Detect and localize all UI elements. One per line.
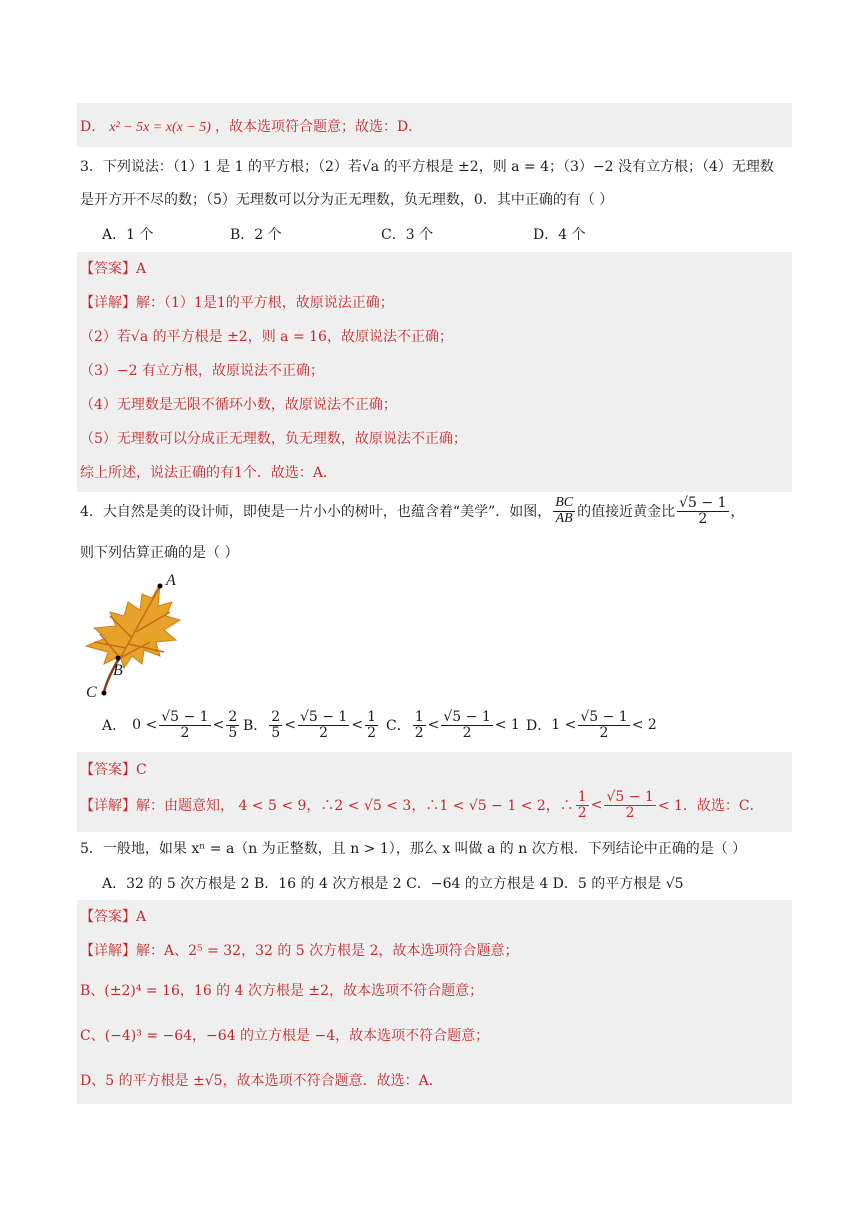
q3-answer: 【答案】A (80, 261, 147, 277)
point-a-dot (158, 584, 163, 589)
q3-detail-5: （5）无理数可以分成正无理数，负无理数，故原说法不正确； (80, 431, 467, 447)
q4-detail: 【详解】解：由题意知， 4 < 5 < 9，∴2 < √5 < 3，∴1 < √5 − 1 < 2，∴ $\frac{1}{2}$ < $\frac{√5 - 1}{2}$ < 1．故选：C． (80, 789, 764, 821)
prev-option-d: D． x² − 5x = x(x − 5) ，故本选项符合题意；故选：D． (80, 119, 423, 135)
q5-stem: 5．一般地，如果 xⁿ = a（n 为正整数，且 n > 1），那么 x 叫做 a 的 n 次方根．下列结论中正确的是（ ） (80, 841, 747, 857)
q4-stem-line2: 则下列估算正确的是（ ） (80, 545, 239, 561)
q4-answer: 【答案】C (80, 762, 147, 778)
q3-detail-6: 综上所述，说法正确的有1个．故选：A． (80, 465, 338, 481)
q3-detail-4: （4）无理数是无限不循环小数，故原说法不正确； (80, 397, 397, 413)
q3-stem-line2: 是开方开不尽的数；（5）无理数可以分为正无理数，负无理数，0．其中正确的有（ ） (80, 192, 614, 208)
point-b-dot (116, 656, 121, 661)
golden-ratio: $\frac{√5 - 1}{2}$ (679, 495, 727, 527)
point-a-label: A (166, 572, 176, 589)
q4-option-b: B． $\frac{2}{5}$ < $\frac{√5 - 1}{2}$ < $\frac{1}{2}$ (243, 709, 376, 741)
maple-leaf-figure (80, 572, 190, 702)
q4-option-d: D． 1 < $\frac{√5 - 1}{2}$ < 2 (526, 709, 657, 741)
q5-detail-2: B、(±2)⁴ = 16，16 的 4 次方根是 ±2，故本选项不符合题意； (80, 983, 484, 999)
ratio-bc-ab: $\frac{BC}{AB}$ (555, 495, 574, 526)
q5-options: A．32 的 5 次方根是 2 B．16 的 4 次方根是 2 C．−64 的立方根是 4 D．5 的平方根是 √5 (102, 876, 684, 892)
q5-detail-3: C、(−4)³ = −64，−64 的立方根是 −4，故本选项不符合题意； (80, 1028, 490, 1044)
q4-stem-line1: 4．大自然是美的设计师，即使是一片小小的树叶，也蕴含着“美学”．如图， $\frac{BC}{AB}$ 的值接近黄金比 $\frac{√5 - 1}{2}$ ， (80, 495, 745, 527)
q3-detail-2: （2）若√a 的平方根是 ±2，则 a = 16，故原说法不正确； (80, 329, 453, 345)
q3-option-a: A．1 个 (102, 227, 154, 243)
q5-detail-1: 【详解】解：A、2⁵ = 32，32 的 5 次方根是 2，故本选项符合题意； (80, 943, 519, 959)
point-c-dot (102, 691, 107, 696)
q3-option-b: B．2 个 (230, 227, 282, 243)
q4-option-a: A． 0 < $\frac{√5 - 1}{2}$ < $\frac{2}{5}$ (102, 709, 238, 741)
q3-option-d: D．4 个 (533, 227, 586, 243)
point-c-label: C (86, 684, 97, 701)
q3-detail-1: 【详解】解：（1）1是1的平方根，故原说法正确； (80, 295, 394, 311)
q5-detail-4: D、5 的平方根是 ±√5，故本选项不符合题意．故选：A． (80, 1073, 443, 1089)
q3-option-c: C．3 个 (381, 227, 434, 243)
q3-detail-3: （3）−2 有立方根，故原说法不正确； (80, 363, 324, 379)
q5-answer: 【答案】A (80, 909, 147, 925)
point-b-label: B (113, 662, 123, 679)
leaf-blade (86, 584, 180, 668)
q4-option-c: C． $\frac{1}{2}$ < $\frac{√5 - 1}{2}$ < 1 (386, 709, 520, 741)
q3-stem-line1: 3．下列说法：（1）1 是 1 的平方根；（2）若√a 的平方根是 ±2，则 a = 4；（3）−2 没有立方根；（4）无理数 (80, 159, 774, 175)
